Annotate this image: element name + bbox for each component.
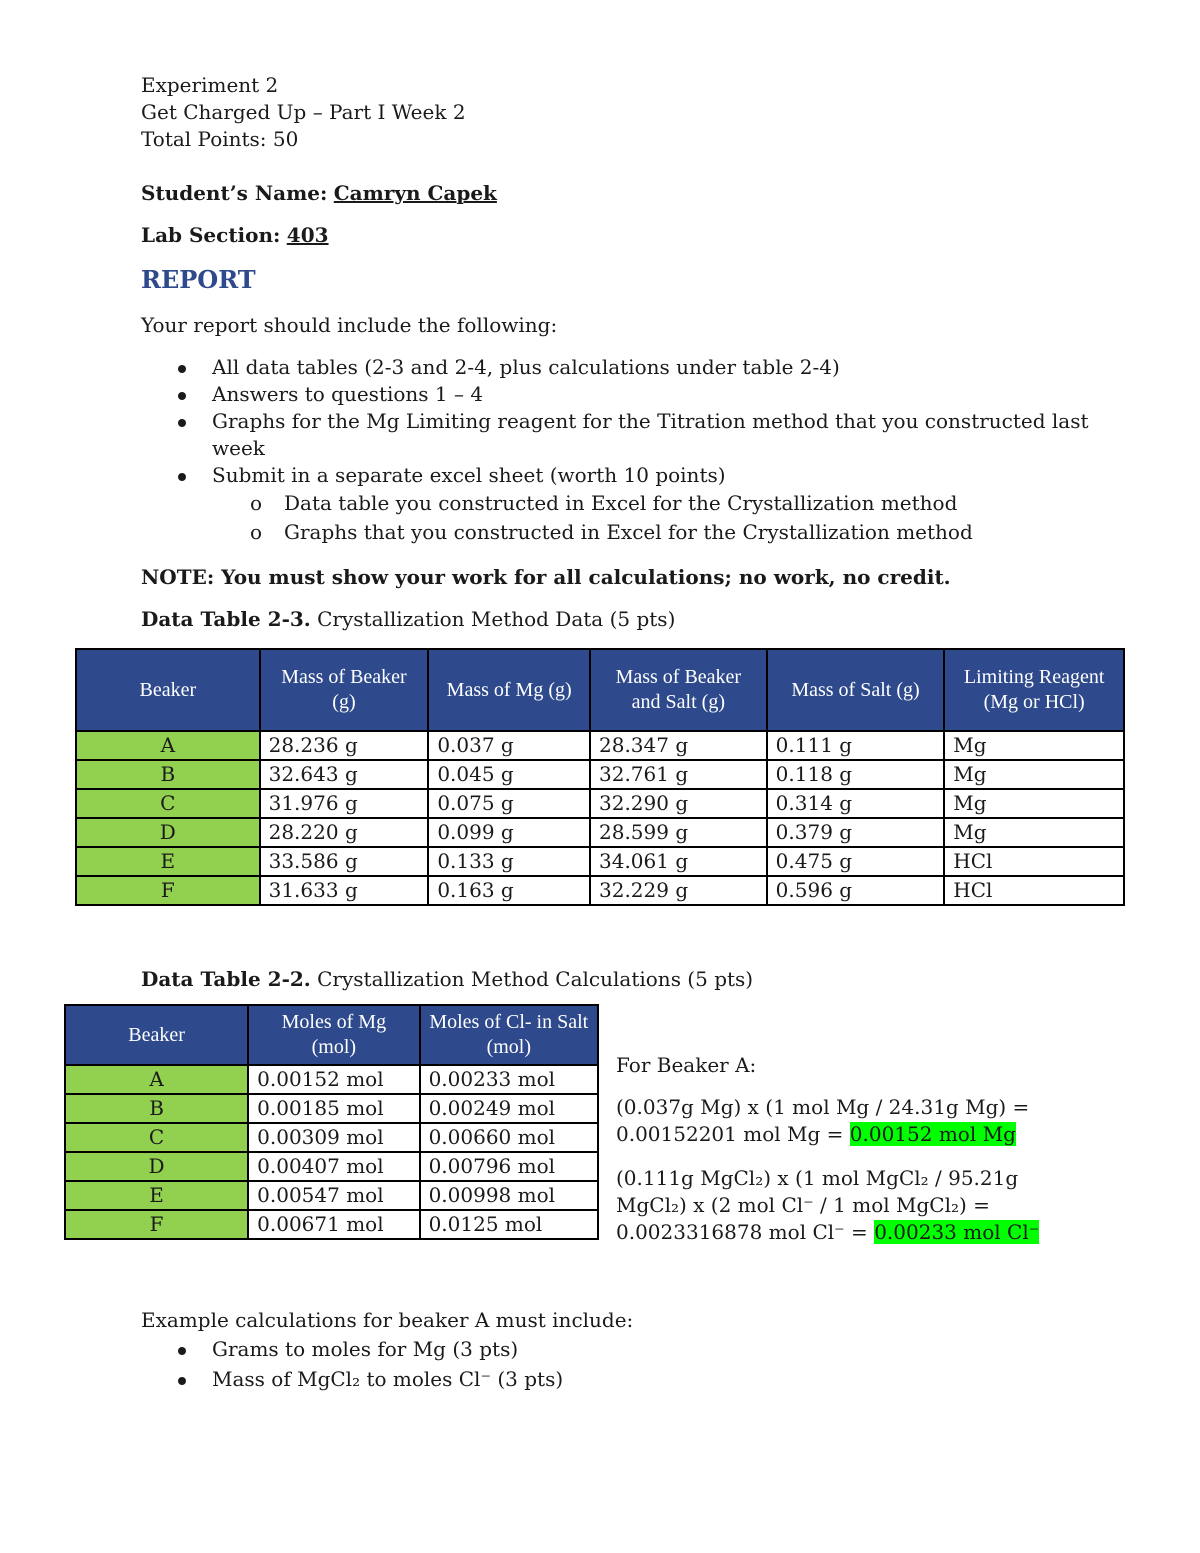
table-row: B 32.643 g 0.045 g 32.761 g 0.118 g Mg <box>76 760 1124 789</box>
calc-cl-line2: MgCl₂) x (2 mol Cl⁻ / 1 mol MgCl₂) = <box>616 1193 990 1217</box>
circle-bullet-icon: o <box>250 491 263 515</box>
table-row: F 31.633 g 0.163 g 32.229 g 0.596 g HCl <box>76 876 1124 905</box>
column-header: Limiting Reagent (Mg or HCl) <box>944 649 1124 731</box>
crystallization-calc-table <box>64 1004 599 1240</box>
calc-cl-line1: (0.111g MgCl₂) x (1 mol MgCl₂ / 95.21g <box>616 1166 1019 1190</box>
column-header: Mass of Beaker and Salt (g) <box>590 649 767 731</box>
experiment-label: Experiment 2 <box>141 73 279 97</box>
bullet-icon <box>178 1377 186 1385</box>
lab-section-line <box>141 222 329 249</box>
column-header: Beaker <box>76 649 260 731</box>
column-header: Moles of Mg (mol) <box>248 1005 419 1065</box>
bullet-icon <box>178 1347 186 1355</box>
table1-caption: Data Table 2-3. Crystallization Method Data (5 pts) <box>141 607 676 631</box>
table-row: A 28.236 g 0.037 g 28.347 g 0.111 g Mg <box>76 731 1124 760</box>
calc-mg-line1: (0.037g Mg) x (1 mol Mg / 24.31g Mg) = <box>616 1095 1030 1119</box>
table-row: E 33.586 g 0.133 g 34.061 g 0.475 g HCl <box>76 847 1124 876</box>
table-row: C 31.976 g 0.075 g 32.290 g 0.314 g Mg <box>76 789 1124 818</box>
column-header: Mass of Salt (g) <box>767 649 945 731</box>
calc-heading: For Beaker A: <box>616 1053 757 1077</box>
table-row: E 0.00547 mol 0.00998 mol <box>65 1181 598 1210</box>
note-text: NOTE: You must show your work for all calculations; no work, no credit. <box>141 565 951 589</box>
report-intro: Your report should include the following: <box>141 313 558 337</box>
experiment-subtitle: Get Charged Up – Part I Week 2 <box>141 100 466 124</box>
mg-result-highlight: 0.00152 mol Mg <box>849 1122 1016 1146</box>
lab-section-value: 403 <box>286 223 329 247</box>
lab-section-label: Lab Section: <box>141 223 281 247</box>
column-header: Beaker <box>65 1005 248 1065</box>
bullet-icon <box>178 392 186 400</box>
table-row: D 28.220 g 0.099 g 28.599 g 0.379 g Mg <box>76 818 1124 847</box>
cl-result-highlight: 0.00233 mol Cl⁻ <box>874 1220 1040 1244</box>
table-row: F 0.00671 mol 0.0125 mol <box>65 1210 598 1239</box>
bullet-icon <box>178 473 186 481</box>
total-points: Total Points: 50 <box>141 127 299 151</box>
circle-bullet-icon: o <box>250 520 263 544</box>
example-intro: Example calculations for beaker A must include: <box>141 1308 634 1332</box>
table-row: B 0.00185 mol 0.00249 mol <box>65 1094 598 1123</box>
column-header: Moles of Cl- in Salt (mol) <box>420 1005 598 1065</box>
bullet-icon <box>178 419 186 427</box>
report-title: REPORT <box>141 265 256 294</box>
calc-mg-line2: 0.00152201 mol Mg = 0.00152 mol Mg <box>616 1122 1016 1146</box>
table-header-row <box>76 649 1124 731</box>
crystallization-data-table <box>75 648 1125 906</box>
bullet-icon <box>178 365 186 373</box>
column-header: Mass of Beaker (g) <box>260 649 429 731</box>
column-header: Mass of Mg (g) <box>428 649 590 731</box>
table2-caption: Data Table 2-2. Crystallization Method Calculations (5 pts) <box>141 967 754 991</box>
student-name-line <box>141 180 497 207</box>
document-page: Experiment 2 Get Charged Up – Part I Week 2 Total Points: 50 Student’s Name: Camryn Capek Lab Section: 403 REPORT Your report should include the following: All data tables (2-3 and 2-4, plus calculations under table 2-4) Answers to questions 1 – 4 Graphs for the Mg Limiting reagent for the Titration method that you constructed last week Submit in a separate excel sheet (worth 10 points) o Data table you constructed in Excel for the Crystallization method o Graphs that you constructed in Excel for the Crystallization method NOTE: You must show your work for all calculations; no work, no credit. Data Table 2-3. Crystallization Method Data (5 pts) Beaker Mass of Beaker (g) Mass of Mg (g) Mass of Beaker and Salt (g) Mass of Salt (g) Limiting Reagent (Mg or HCl) A 28.236 g 0.037 g 28.347 g 0.111 g Mg B 32.643 g 0.045 g 32.761 g 0.118 g Mg C 31.976 g 0.075 g 32.290 g 0.314 g Mg D 28.220 g 0.099 g 28.599 g 0.379 g Mg E 33.586 g 0.133 g 34.061 g 0.475 g HCl F 31.633 g 0.163 g 32.229 g 0.596 g HCl Data Table 2-2. Crystallization Method Calculations (5 pts) Beaker Moles of Mg (mol) Moles of Cl- in Salt (mol) A 0.00152 mol 0.00233 mol B 0.00185 mol 0.00249 mol C 0.00309 mol 0.00660 mol D 0.00407 mol 0.00796 mol E 0.00547 mol 0.00998 mol F 0.00671 mol 0.0125 mol For Beaker A: (0.037g Mg) x (1 mol Mg / 24.31g Mg) = 0.00152201 mol Mg = 0.00152 mol Mg (0.111g MgCl₂) x (1 mol MgCl₂ / 95.21g MgCl₂) x (2 mol Cl⁻ / 1 mol MgCl₂) = 0.0023316878 mol Cl⁻ = 0.00233 mol Cl⁻ Example calculations for beaker A must include: Grams to moles for Mg (3 pts) Mass of MgCl₂ to moles Cl⁻ (3 pts) <box>0 0 1200 1553</box>
table-row: A 0.00152 mol 0.00233 mol <box>65 1065 598 1094</box>
student-name-label: Student’s Name: <box>141 181 328 205</box>
table-row: D 0.00407 mol 0.00796 mol <box>65 1152 598 1181</box>
calc-cl-line3: 0.0023316878 mol Cl⁻ = 0.00233 mol Cl⁻ <box>616 1220 1040 1244</box>
student-name-value: Camryn Capek <box>333 181 497 205</box>
table-row: C 0.00309 mol 0.00660 mol <box>65 1123 598 1152</box>
table-header-row <box>65 1005 598 1065</box>
